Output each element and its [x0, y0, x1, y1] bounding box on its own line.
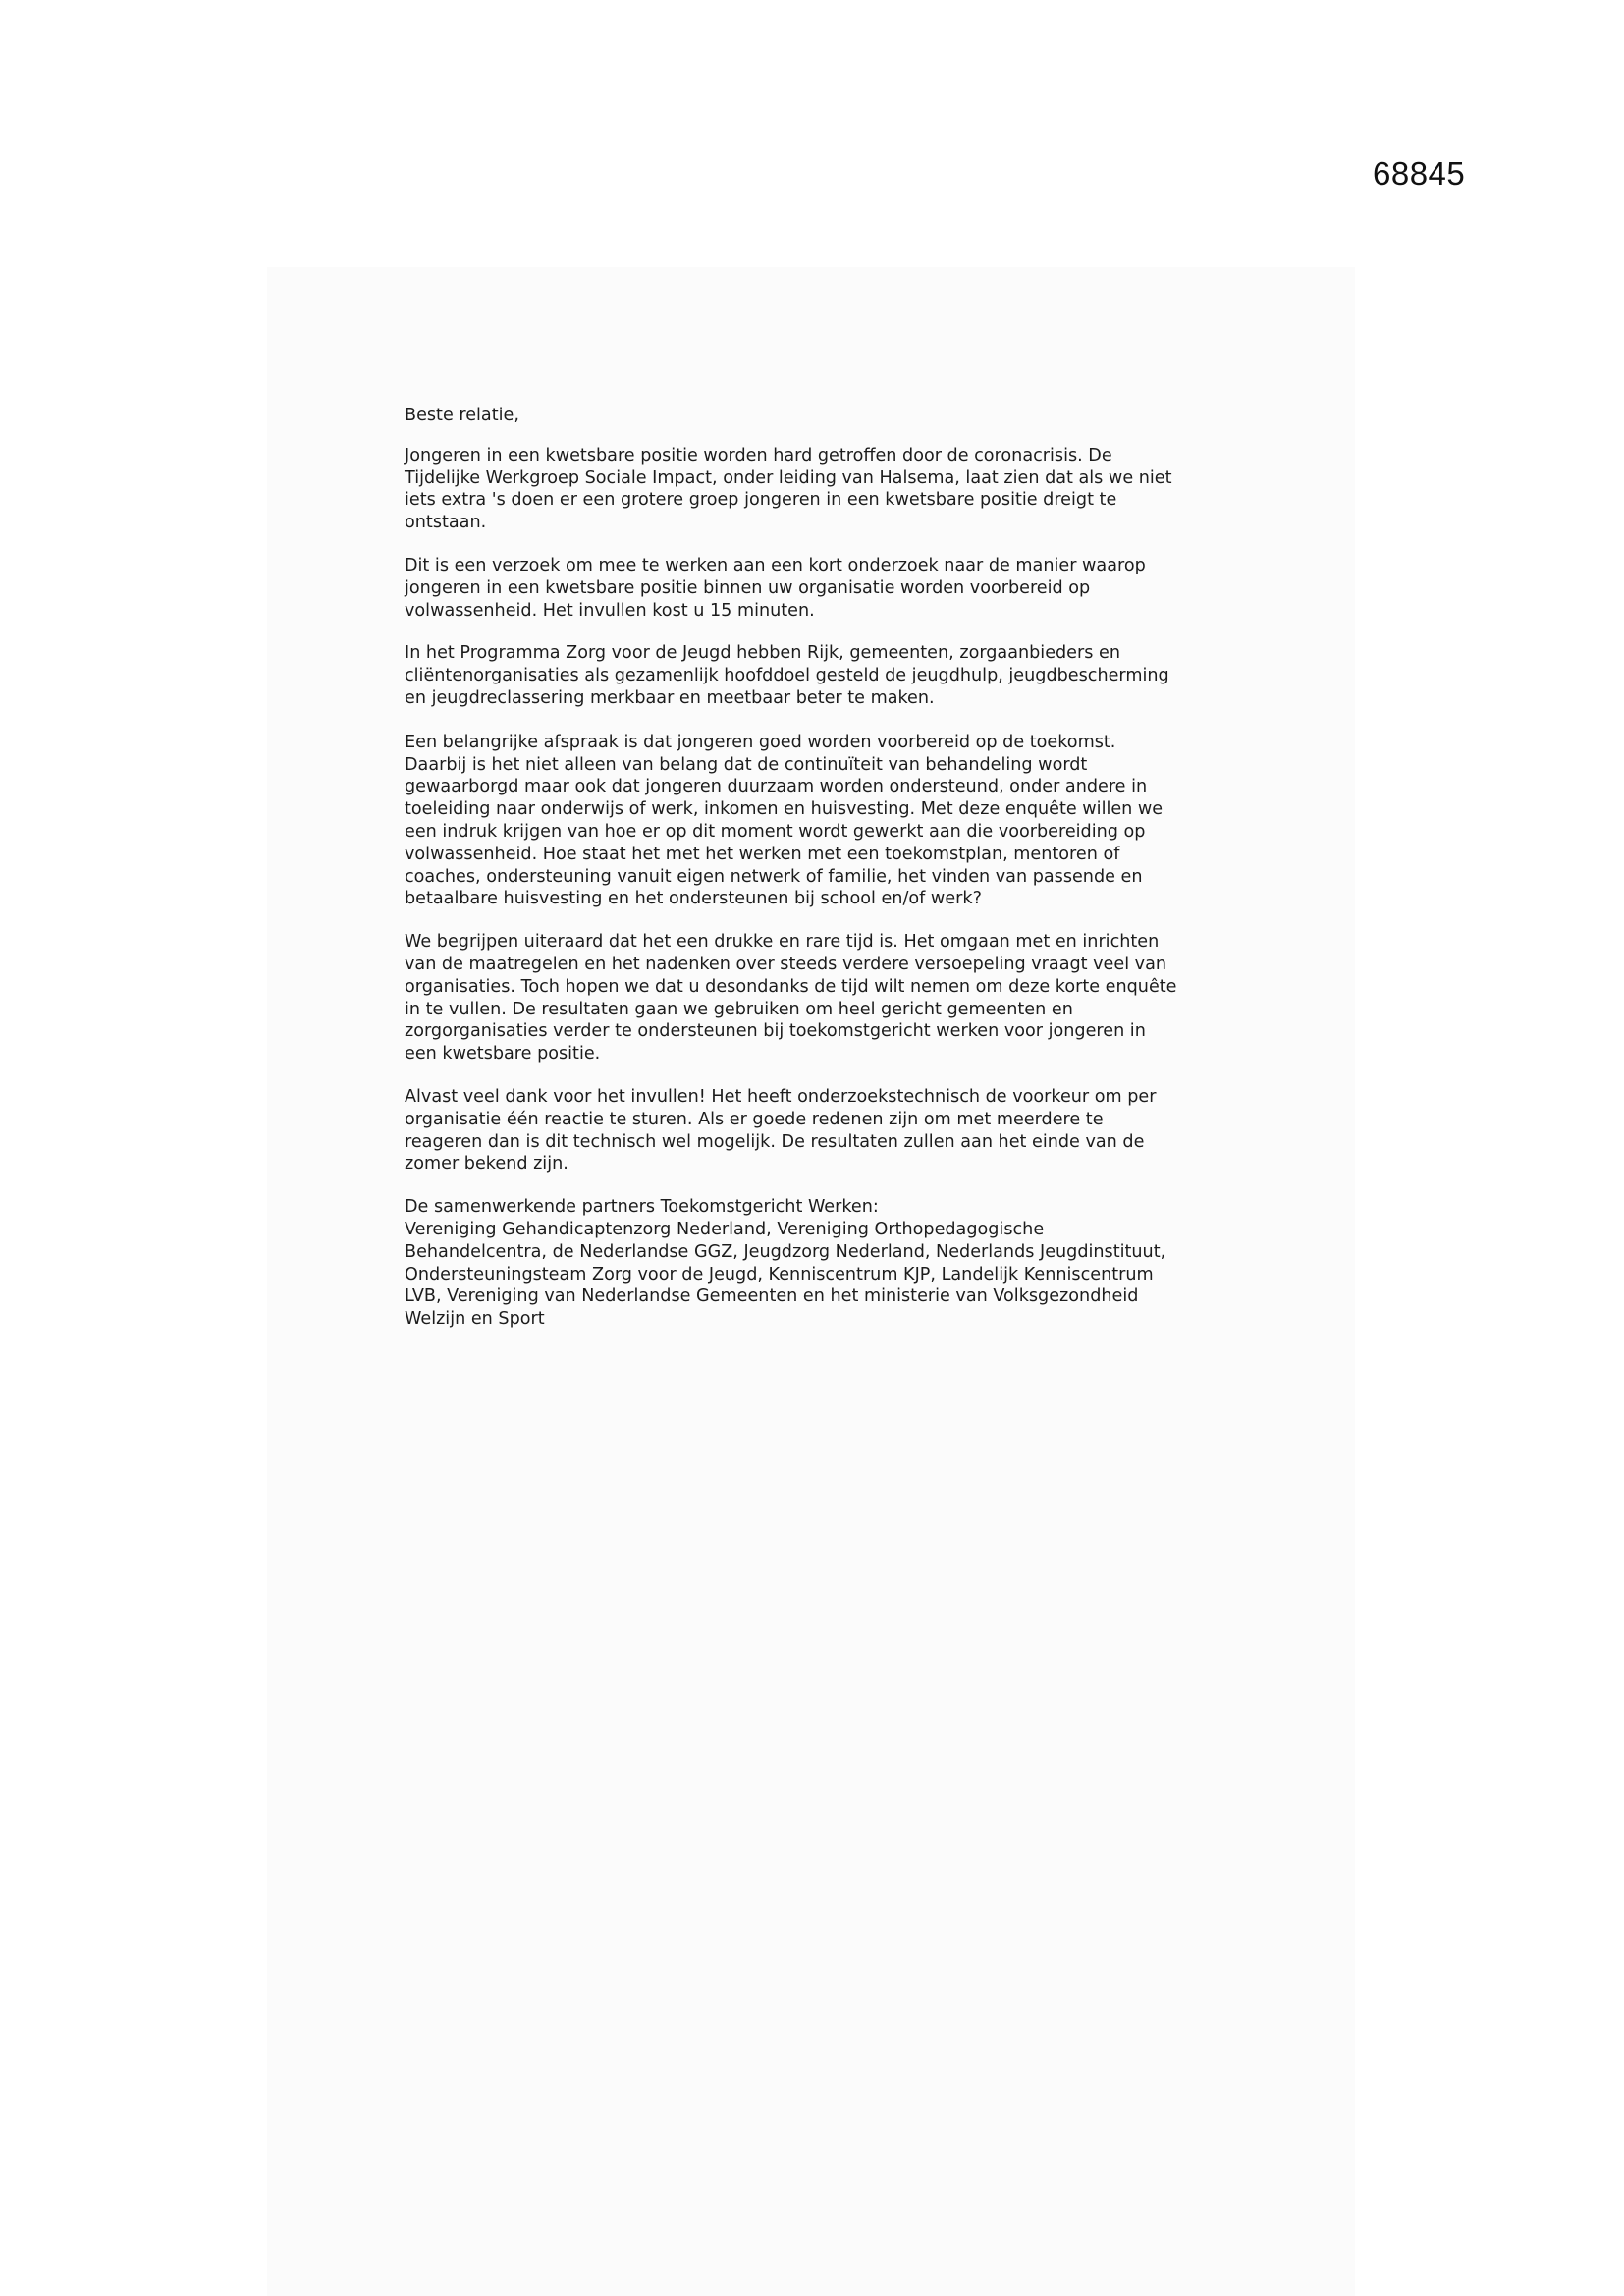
text-line: We begrijpen uiteraard dat het een drukke en rare tijd is. Het omgaan met en inrichten — [405, 932, 1160, 953]
text-line: Alvast veel dank voor het invullen! Het heeft onderzoekstechnisch de voorkeur om per — [405, 1086, 1157, 1107]
text-line: zomer bekend zijn. — [405, 1154, 568, 1175]
text-line: ontstaan. — [405, 513, 487, 533]
text-line: organisatie één reactie te sturen. Als er goede redenen zijn om met meerdere te — [405, 1109, 1104, 1129]
text-line: organisaties. Toch hopen we dat u desondanks de tijd wilt nemen om deze korte enquête — [405, 976, 1177, 997]
text-line: Vereniging Gehandicaptenzorg Nederland, Vereniging Orthopedagogische — [405, 1219, 1045, 1239]
paragraph-programme — [405, 642, 1249, 709]
text-line: Behandelcentra, de Nederlandse GGZ, Jeugdzorg Nederland, Nederlands Jeugdinstituut, — [405, 1241, 1166, 1262]
paragraph-agreement — [405, 732, 1249, 910]
letter-greeting: Beste relatie, — [405, 406, 519, 425]
text-line: De samenwerkende partners Toekomstgericht Werken: — [405, 1197, 879, 1218]
paragraph-signatories — [405, 1196, 1249, 1331]
text-line: volwassenheid. Hoe staat het met het werken met een toekomstplan, mentoren of — [405, 844, 1120, 864]
text-line: Jongeren in een kwetsbare positie worden hard getroffen door de coronacrisis. De — [405, 445, 1112, 465]
document-number: 68845 — [1373, 155, 1466, 191]
text-line: zorgorganisaties verder te ondersteunen bij toekomstgericht werken voor jongeren in — [405, 1021, 1146, 1042]
paragraph-understanding — [405, 931, 1249, 1066]
paragraph-thanks — [405, 1086, 1249, 1175]
text-line: een kwetsbare positie. — [405, 1044, 601, 1065]
text-line: gewaarborgd maar ook dat jongeren duurzaam worden ondersteund, onder andere in — [405, 777, 1148, 797]
text-line: reageren dan is dit technisch wel mogelijk. De resultaten zullen aan het einde van de — [405, 1131, 1145, 1152]
text-line: in te vullen. De resultaten gaan we gebruiken om heel gericht gemeenten en — [405, 999, 1073, 1019]
text-line: betaalbare huisvesting en het ondersteunen bij school en/of werk? — [405, 889, 982, 909]
text-line: Een belangrijke afspraak is dat jongeren goed worden voorbereid op de toekomst. — [405, 732, 1116, 752]
text-line: een indruk krijgen van hoe er op dit moment wordt gewerkt aan die voorbereiding op — [405, 821, 1146, 842]
paragraph-request — [405, 555, 1249, 622]
text-line: Dit is een verzoek om mee te werken aan een kort onderzoek naar de manier waarop — [405, 555, 1146, 575]
letter-body — [405, 405, 1249, 1351]
text-line: iets extra 's doen er een grotere groep jongeren in een kwetsbare positie dreigt te — [405, 490, 1117, 511]
paragraph-intro — [405, 445, 1249, 534]
text-line: Welzijn en Sport — [405, 1309, 545, 1330]
text-line: van de maatregelen en het nadenken over steeds verdere versoepeling vraagt veel van — [405, 954, 1167, 974]
text-line: Tijdelijke Werkgroep Sociale Impact, onder leiding van Halsema, laat zien dat als we niet — [405, 467, 1172, 488]
text-line: cliëntenorganisaties als gezamenlijk hoofddoel gesteld de jeugdhulp, jeugdbescherming — [405, 666, 1169, 686]
text-line: In het Programma Zorg voor de Jeugd hebben Rijk, gemeenten, zorgaanbieders en — [405, 643, 1120, 664]
text-line: jongeren in een kwetsbare positie binnen uw organisatie worden voorbereid op — [405, 577, 1091, 598]
text-line: Ondersteuningsteam Zorg voor de Jeugd, Kenniscentrum KJP, Landelijk Kenniscentrum — [405, 1264, 1154, 1285]
text-line: coaches, ondersteuning vanuit eigen netwerk of familie, het vinden van passende en — [405, 866, 1143, 887]
text-line: volwassenheid. Het invullen kost u 15 minuten. — [405, 600, 815, 621]
text-line: Daarbij is het niet alleen van belang dat de continuïteit van behandeling wordt — [405, 754, 1088, 775]
text-line: LVB, Vereniging van Nederlandse Gemeenten en het ministerie van Volksgezondheid — [405, 1286, 1139, 1307]
text-line: toeleiding naar onderwijs of werk, inkomen en huisvesting. Met deze enquête willen we — [405, 799, 1164, 820]
text-line: en jeugdreclassering merkbaar en meetbaar beter te maken. — [405, 687, 935, 708]
